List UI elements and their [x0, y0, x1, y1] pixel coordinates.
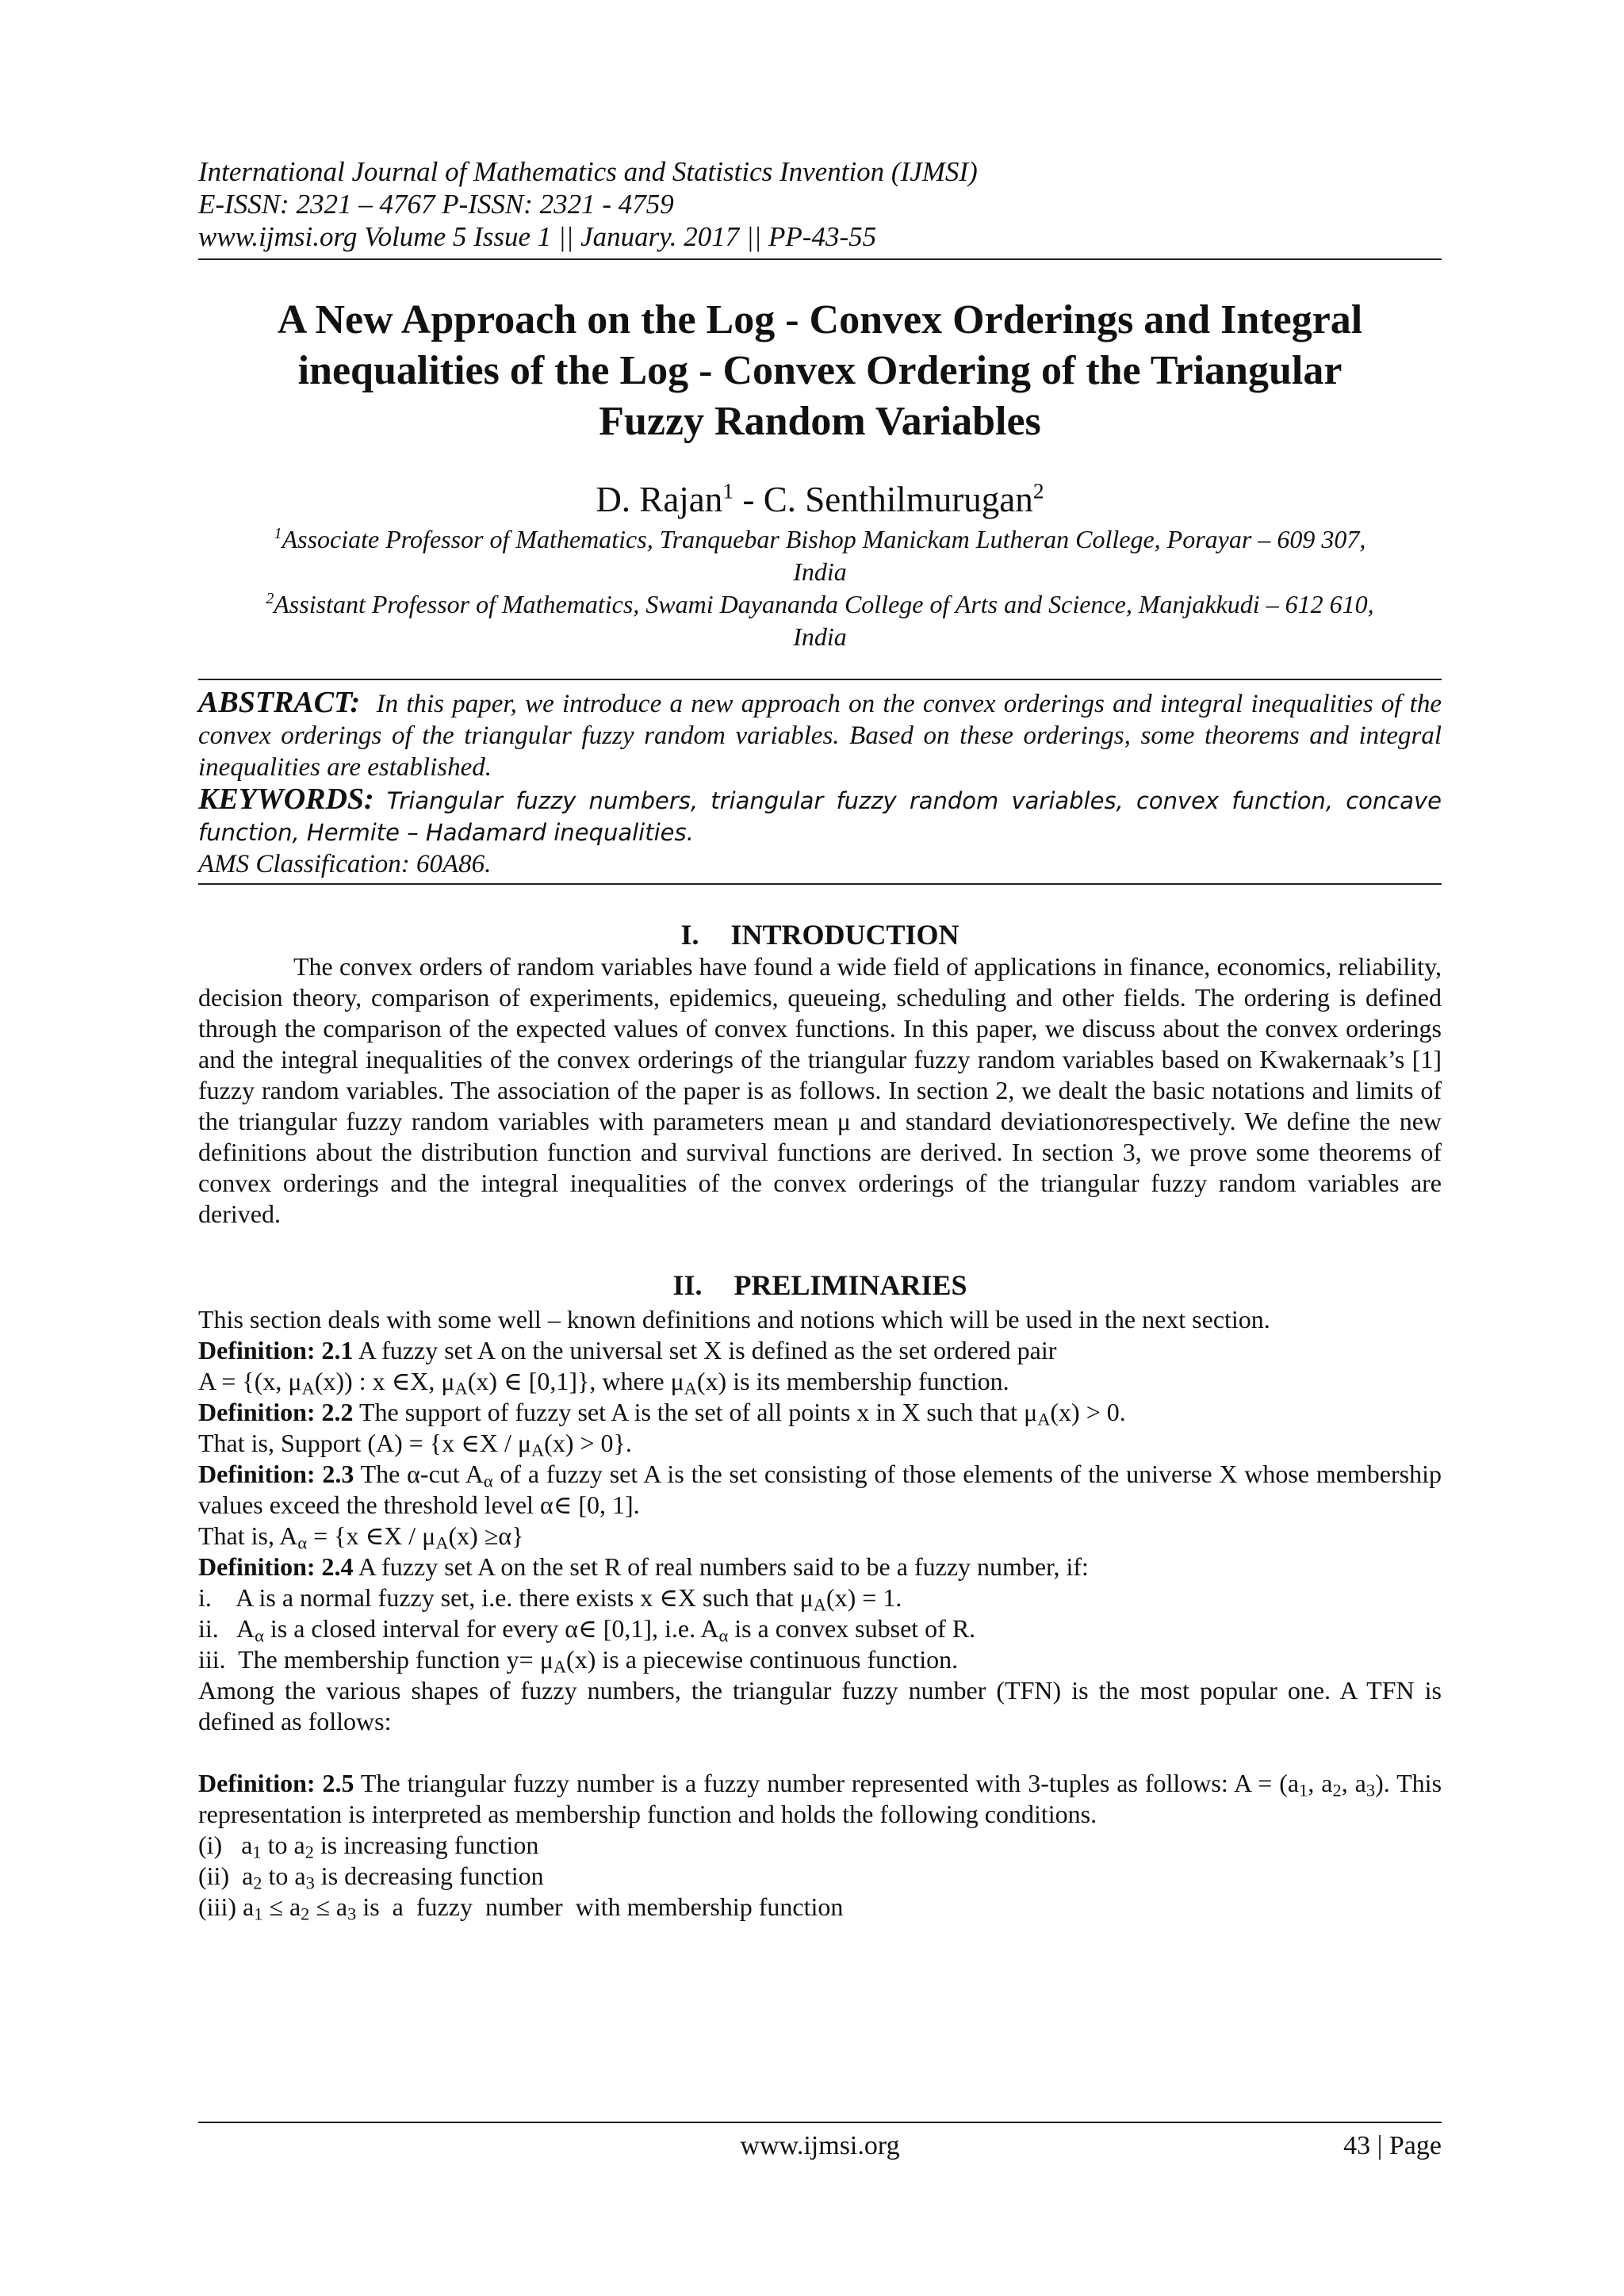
definition-2-1-formula — [198, 1366, 1442, 1397]
formula-part: (x) ≥α} — [448, 1521, 524, 1550]
definition-2-4-label: Definition: 2.4 — [198, 1552, 354, 1581]
subscript: A — [1037, 1409, 1051, 1429]
affiliation-2-sup: 2 — [266, 590, 274, 608]
subscript: A — [531, 1440, 545, 1460]
definition-2-1-label: Definition: 2.1 — [198, 1336, 354, 1364]
condition-text: ≤ a — [309, 1892, 348, 1921]
introduction-body — [198, 951, 1442, 1230]
preliminaries-intro: This section deals with some well – known definitions and notions which will be used in the next section. — [198, 1305, 1270, 1334]
footer-website: www.ijmsi.org — [740, 2131, 900, 2160]
definition-2-3-formula — [198, 1521, 1442, 1552]
author-1-sup: 1 — [722, 479, 734, 504]
definition-2-5-label: Definition: 2.5 — [198, 1769, 354, 1797]
header-rule — [198, 258, 1442, 260]
section-2-number: II. — [672, 1269, 703, 1301]
subscript: 2 — [253, 1873, 262, 1893]
section-1-heading — [198, 918, 1442, 951]
definition-2-4 — [198, 1552, 1442, 1582]
list-item-text: i. A is a normal fuzzy set, i.e. there exists x ∈X such that μ — [198, 1583, 814, 1612]
formula-part: That is, Support (A) = {x ∈X / μ — [198, 1429, 531, 1457]
affiliation-2 — [198, 588, 1442, 653]
definition-2-3 — [198, 1459, 1442, 1521]
journal-volume: www.ijmsi.org Volume 5 Issue 1 || January. 2017 || PP-43-55 — [198, 221, 877, 252]
definition-2-3-label: Definition: 2.3 — [198, 1460, 354, 1488]
subscript: A — [301, 1378, 315, 1399]
affiliation-1 — [198, 523, 1442, 588]
section-1-title: INTRODUCTION — [730, 919, 959, 951]
condition-text: is increasing function — [313, 1831, 539, 1859]
preliminaries-body — [198, 1304, 1442, 1923]
condition-text: is a fuzzy number with membership function — [356, 1892, 844, 1921]
journal-header — [198, 155, 1442, 253]
abstract-label: ABSTRACT: — [198, 686, 361, 719]
affiliation-2-country: India — [793, 622, 847, 651]
list-item-text: (x) is a piecewise continuous function. — [566, 1645, 959, 1674]
list-item-text: is a closed interval for every α∈ [0,1], i.e. A — [263, 1614, 719, 1643]
formula-part: That is, A — [198, 1521, 298, 1550]
ams-classification: AMS Classification: 60A86. — [198, 850, 492, 878]
abstract-bottom-rule — [198, 883, 1442, 885]
abstract — [198, 687, 1442, 783]
definition-2-3-text-cont: of a fuzzy set A is the set consisting of those elements of the universe X whose membership values exceed the threshold level α∈ [0, 1]. — [198, 1460, 1442, 1519]
subscript: 2 — [301, 1904, 310, 1924]
list-item-text: (x) = 1. — [825, 1583, 902, 1612]
formula-part: (x) ∈ [0,1]}, where μ — [467, 1367, 684, 1395]
title-line-2: inequalities of the Log - Convex Ordering of the Triangular — [297, 348, 1342, 393]
subscript: α — [483, 1471, 493, 1491]
definition-2-5-text: , a — [1308, 1769, 1333, 1797]
abstract-text: In this paper, we introduce a new approach on the convex orderings and integral inequalities of the convex orderings of the triangular fuzzy random variables. Based on these orderings, some theorems and integral inequalities are established. — [198, 690, 1442, 782]
journal-issn: E-ISSN: 2321 – 4767 P-ISSN: 2321 - 4759 — [198, 189, 674, 220]
subscript: 3 — [1365, 1780, 1376, 1800]
journal-name: International Journal of Mathematics and Statistics Invention (IJMSI) — [198, 156, 978, 187]
condition-ii — [198, 1861, 1442, 1892]
author-2-sup: 2 — [1032, 479, 1044, 504]
paper-title — [198, 295, 1442, 447]
subscript: 1 — [254, 1904, 263, 1924]
section-2-heading — [198, 1269, 1442, 1302]
introduction-paragraph: The convex orders of random variables have found a wide field of applications in finance, economics, reliability, decision theory, comparison of experiments, epidemics, queueing, scheduling and other fields. The ordering is defined through the comparison of the expected values of convex functions. In this paper, we discuss about the convex orderings and the integral inequalities of the convex orderings of the triangular fuzzy random variables based on Kwakernaak’s [1] fuzzy random variables. The association of the paper is as follows. In section 2, we dealt the basic notations and limits of the triangular fuzzy random variables with parameters mean μ and standard deviationσrespectively. We define the new definitions about the distribution function and survival functions are derived. In section 3, we prove some theorems of convex orderings and the integral inequalities of the convex orderings of the triangular fuzzy random variables are derived. — [198, 952, 1442, 1228]
subscript: α — [255, 1625, 264, 1646]
subscript: 2 — [304, 1842, 314, 1862]
formula-part: = {x ∈X / μ — [307, 1521, 436, 1550]
subscript: A — [435, 1533, 449, 1553]
abstract-top-rule — [198, 679, 1442, 680]
section-2-title: PRELIMINARIES — [733, 1269, 967, 1301]
subscript: A — [684, 1378, 697, 1399]
list-item-text: is a convex subset of R. — [728, 1614, 976, 1643]
definition-2-1 — [198, 1335, 1442, 1366]
authors — [198, 479, 1442, 520]
subscript: 2 — [1332, 1780, 1342, 1800]
subscript: A — [553, 1656, 567, 1677]
list-item-text: iii. The membership function y= μ — [198, 1645, 553, 1674]
author-2: C. Senthilmurugan — [763, 480, 1033, 519]
definition-2-1-text: A fuzzy set A on the universal set X is defined as the set ordered pair — [353, 1336, 1057, 1364]
formula-part: (x) is its membership function. — [696, 1367, 1009, 1395]
definition-2-4-item-iii — [198, 1644, 1442, 1675]
tfn-intro: Among the various shapes of fuzzy numbers, the triangular fuzzy number (TFN) is the most popular one. A TFN is defined as follows: — [198, 1676, 1442, 1735]
subscript: α — [718, 1625, 729, 1646]
definition-2-2-label: Definition: 2.2 — [198, 1398, 354, 1426]
affiliation-1-sup: 1 — [274, 525, 282, 543]
author-1: D. Rajan — [596, 480, 723, 519]
definition-2-5-text: The triangular fuzzy number is a fuzzy number represented with 3-tuples as follows: A = (a — [354, 1769, 1300, 1797]
definition-2-3-text: The α-cut A — [354, 1460, 484, 1488]
subscript: 3 — [347, 1904, 357, 1924]
footer-rule — [198, 2122, 1442, 2123]
formula-part: (x) > 0}. — [544, 1429, 632, 1457]
subscript: A — [813, 1594, 826, 1615]
condition-i — [198, 1830, 1442, 1861]
definition-2-4-item-i — [198, 1582, 1442, 1613]
condition-text: (iii) a — [198, 1892, 255, 1921]
definition-2-5-text: ). This representation is interpreted as membership function and holds the following conditions. — [198, 1769, 1442, 1828]
footer-page-number: 43 | Page — [1343, 2131, 1442, 2160]
subscript: α — [297, 1533, 308, 1553]
title-line-3: Fuzzy Random Variables — [599, 399, 1041, 444]
condition-text: to a — [261, 1831, 305, 1859]
definition-2-2 — [198, 1397, 1442, 1428]
author-separator: - — [733, 480, 764, 519]
affiliation-1-country: India — [793, 557, 847, 586]
affiliation-1-text: Associate Professor of Mathematics, Tranquebar Bishop Manickam Lutheran College, Porayar – 609 307, — [282, 525, 1366, 553]
condition-text: to a — [262, 1862, 306, 1890]
definition-2-5-text: , a — [1341, 1769, 1366, 1797]
definition-2-2-text: The support of fuzzy set A is the set of all points x in X such that μ — [353, 1398, 1038, 1426]
formula-part: A = {(x, μ — [198, 1367, 302, 1395]
title-line-1: A New Approach on the Log - Convex Orderings and Integral — [277, 297, 1363, 342]
list-item-text: ii. A — [198, 1614, 255, 1643]
definition-2-5 — [198, 1768, 1442, 1830]
formula-part: (x) > 0. — [1050, 1398, 1126, 1426]
definition-2-4-item-ii — [198, 1613, 1442, 1644]
formula-part: (x)) : x ∈X, μ — [314, 1367, 455, 1395]
condition-text: (ii) a — [198, 1862, 254, 1890]
condition-text: (i) a — [198, 1831, 253, 1859]
subscript: 3 — [305, 1873, 315, 1893]
subscript: 1 — [252, 1842, 262, 1862]
definition-2-4-text: A fuzzy set A on the set R of real numbers said to be a fuzzy number, if: — [353, 1552, 1089, 1581]
condition-text: ≤ a — [262, 1892, 301, 1921]
definition-2-2-formula — [198, 1428, 1442, 1459]
subscript: 1 — [1299, 1780, 1308, 1800]
condition-text: is decreasing function — [314, 1862, 544, 1890]
condition-iii — [198, 1892, 1442, 1923]
affiliation-2-text: Assistant Professor of Mathematics, Swami Dayananda College of Arts and Science, Manjakkudi – 612 610, — [274, 590, 1374, 618]
subscript: A — [454, 1378, 468, 1399]
section-1-number: I. — [680, 919, 699, 951]
keywords — [198, 783, 1442, 848]
keywords-text: Triangular fuzzy numbers, triangular fuzzy random variables, convex function, concave function, Hermite – Hadamard inequalities. — [198, 787, 1442, 846]
abstract-block — [198, 687, 1442, 880]
paragraph-gap — [198, 1737, 1442, 1768]
keywords-label: KEYWORDS: — [198, 783, 374, 816]
